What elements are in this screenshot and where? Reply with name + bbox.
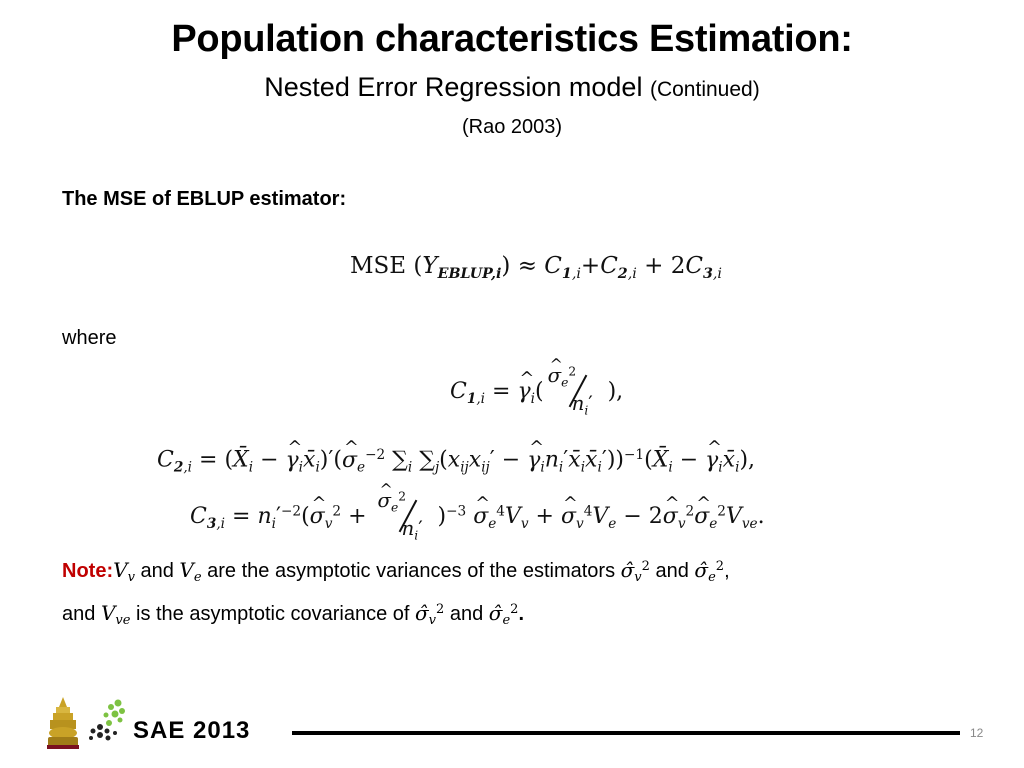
c2-equation: $C_{2,i}$ = ($X̄_i$ − ^ $\gamma_ix̄_i)'(\^{}$ $\sigma_e^{-2}$ $\sum_i$ $\sum_j(x_{ij}x_{ij}'$ − ^ $\gamma_in_i'x̄_ix̄_i'))^{-1}(X̄_i$ − ^ $\gamma_ix̄_i$), [157, 447, 755, 475]
note-label: Note: [62, 560, 114, 582]
c1-equation: $C_{1,i}$ = ^ $\gamma_i$( ^ $\sigma_e^2$ $n_i'$ ), [450, 370, 623, 414]
university-seal-icon [45, 695, 81, 751]
mse-equation: MSE $(Y_{EBLUP,i}) \approx C_{1,i}+C_{2,i} + 2C_{3,i}$ [350, 253, 722, 282]
sigma-v-sq-2: $\sigmâ_v^2$ [415, 601, 445, 628]
subtitle-note: (Continued) [649, 78, 760, 101]
where-label: where [62, 327, 117, 349]
section-heading: The MSE of EBLUP estimator: [62, 188, 347, 210]
note-and-1: and [134, 560, 180, 582]
note-and-3: and [444, 603, 489, 625]
sigma-e-sq: $\sigmâ_e^2$ [694, 558, 725, 585]
var-v: $V_v$ [113, 558, 135, 585]
page-number: 12 [970, 726, 984, 740]
citation: (Rao 2003) [461, 116, 563, 138]
sae-logo-text: SAE 2013 [133, 717, 251, 744]
var-e: $V_e$ [179, 558, 202, 585]
footer-divider [292, 731, 960, 735]
note-period: . [518, 603, 524, 625]
note-line-1 [62, 558, 730, 585]
sae-logo-dots-icon [86, 697, 132, 743]
note-text-1: are the asymptotic variances of the estimators [201, 560, 621, 582]
subtitle-text: Nested Error Regression model [264, 72, 643, 102]
note-and-start: and [62, 603, 101, 625]
var-ve: $V_{ve}$ [100, 601, 131, 628]
slide-title: Population characteristics Estimation: [171, 18, 853, 60]
c3-equation: $C_{3,i}$ = $n_i'^{-2}(\^{}$ $\sigma_v^2$ + ^ $\sigma_e^2$ $n_i'$ )$^{-3}$ ^ $\sigma_e^4V_v$ + ^ $\sigma_v^4V_e$ − 2^ $\sigma_v^2\^{}$ $\sigma_e^2V_{ve}$. [190, 495, 765, 539]
slide-subtitle [0, 72, 1024, 103]
sigma-v-sq: $\sigmâ_v^2$ [620, 558, 650, 585]
note-and-2: and [649, 560, 695, 582]
note-comma: , [724, 560, 730, 582]
note-line-2 [62, 601, 524, 628]
note-text-2: is the asymptotic covariance of [130, 603, 416, 625]
sigma-e-sq-2: $\sigmâ_e^2$ [488, 601, 519, 628]
